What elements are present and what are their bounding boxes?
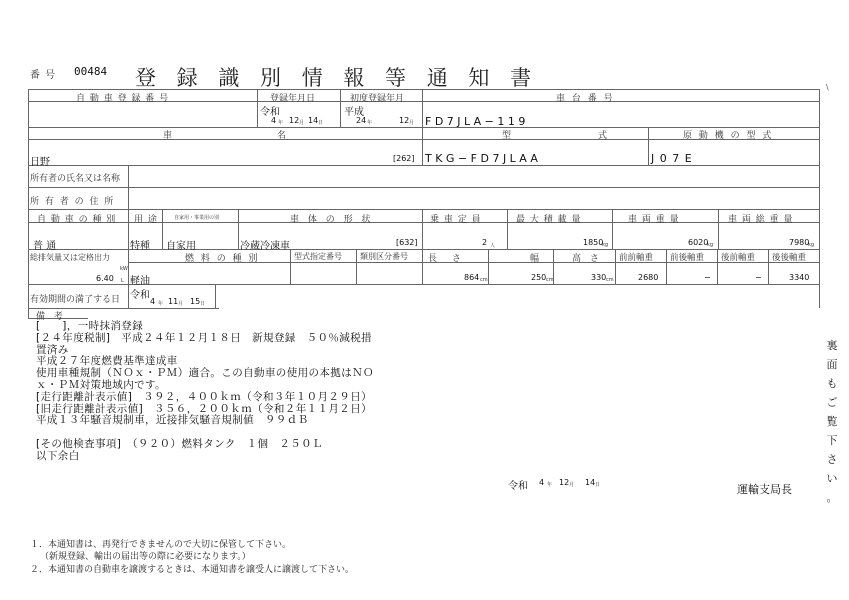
fuel-type-value: 軽油	[130, 276, 150, 287]
model-value: T K G − F D 7 J L A A	[425, 152, 538, 165]
reg-era: 令和	[260, 107, 280, 118]
vehicle-weight-label: 車 両 重 量	[628, 215, 680, 225]
car-name-label-b: 名	[277, 131, 288, 141]
remarks-line: [２４年度税制] 平成２４年１２月１８日 新規登録 ５０％減税措	[36, 331, 372, 344]
category-number-label: 類別区分番号	[360, 252, 408, 261]
issue-era: 令和	[508, 481, 528, 492]
fuel-type-label: 燃 料 の 種 別	[185, 254, 260, 264]
model-label-a: 型	[502, 131, 518, 141]
use-label: 用 途	[134, 215, 158, 225]
chassis-number-label: 車 台 番 号	[556, 94, 615, 104]
remarks-line: [旧走行距離計表示値] ３５６，２００ｋｍ（令和２年１１月２日）	[36, 402, 372, 415]
front-front-axle-label: 前前軸重	[619, 253, 654, 263]
remarks-text	[36, 321, 374, 463]
footer-note-2: ２．本通知書の自動車を譲渡するときは、本通知書を譲受人に譲渡して下さい。	[30, 565, 355, 575]
car-name-value: 日野	[30, 157, 50, 168]
private-business-label: 自家用・事業用の別	[174, 215, 220, 221]
engine-model-label: 原 動 機 の 型 式	[683, 131, 774, 141]
engine-model-value: J 0 7 E	[651, 152, 693, 165]
remarks-line: [ ]，一時抹消登録	[36, 320, 144, 332]
number-value: 00484	[74, 65, 108, 78]
footer-note-1-sub: （新規登録、輸出の届出等の際に必要になります。）	[40, 552, 251, 562]
private-business-value: 自家用	[166, 241, 196, 252]
remarks-line: 以下余白	[36, 449, 80, 462]
gross-weight-label: 車 両 総 重 量	[728, 215, 794, 225]
type-designation-label: 型式指定番号	[294, 252, 342, 261]
displacement-label: 総排気量又は定格出力	[30, 253, 110, 262]
capacity-label: 乗 車 定 員	[430, 215, 482, 225]
max-load-label: 最 大 積 載 量	[516, 215, 582, 225]
car-name-label-a: 車	[163, 131, 174, 141]
owner-name-label: 所有者の氏名又は名称	[30, 174, 121, 184]
expiry-era: 令和	[130, 290, 150, 301]
height-label: 高 さ	[572, 254, 602, 264]
body-shape-code: [632]	[396, 238, 418, 247]
remarks-label: 備 考	[36, 312, 66, 322]
reg-number-label: 自 動 車 登 録 番 号	[76, 94, 170, 104]
length-label: 長 さ	[428, 254, 467, 264]
vehicle-kind-label: 自 動 車 の 種 別	[37, 215, 117, 225]
rear-rear-axle-label: 後後軸重	[772, 253, 807, 263]
body-shape-value: 冷蔵冷凍車	[240, 241, 290, 252]
footer-note-1: １．本通知書は、再発行できませんので大切に保管して下さい。	[30, 540, 292, 550]
model-label-b: 式	[598, 131, 609, 141]
use-value: 特種	[130, 241, 150, 252]
document-title: 登 録 識 別 情 報 等 通 知 書	[135, 66, 539, 90]
width-label: 幅	[530, 254, 541, 264]
remarks-line: 平成１３年騒音規制車，近接排気騒音規制値 ９９ｄＢ	[36, 414, 309, 427]
number-label: 番 号	[30, 70, 57, 81]
car-name-code: [262]	[393, 154, 415, 163]
remarks-line: 平成２７年度燃費基準達成車	[36, 355, 178, 368]
owner-address-label: 所 有 者 の 住 所	[30, 197, 115, 207]
see-reverse-note: 裏 面 も ご 覧 下 さ い 。	[826, 339, 838, 504]
first-reg-label: 初度登録年月	[350, 94, 405, 104]
remarks-line: 使用車種規制（ＮＯｘ・ＰＭ）適合。この自動車の使用の本拠はＮＯ	[36, 367, 374, 380]
issuing-office: 運輸支局長	[737, 483, 792, 496]
expiry-label: 有効期間の満了する日	[30, 295, 121, 305]
remarks-line: [その他検査事項] （９２０）燃料タンク １個 ２５０Ｌ	[36, 437, 323, 450]
rear-front-axle-label: 後前軸重	[721, 253, 756, 263]
reg-date-label: 登録年月日	[270, 94, 316, 104]
front-rear-axle-label: 前後軸重	[670, 253, 705, 263]
first-reg-era: 平成	[344, 107, 364, 118]
corner-mark: \	[826, 83, 829, 92]
chassis-number-value: F D 7 J L A − 1 1 9	[425, 115, 526, 128]
body-shape-label: 車 体 の 形 状	[290, 215, 374, 225]
remarks-line: [走行距離計表示値] ３９２，４００ｋｍ（令和３年１０月２９日）	[36, 390, 372, 403]
remarks-line: ｘ・ＰＭ対策地域内です。	[36, 378, 166, 391]
remarks-line: 置済み	[36, 343, 69, 356]
vehicle-kind-value: 普 通	[33, 241, 57, 252]
